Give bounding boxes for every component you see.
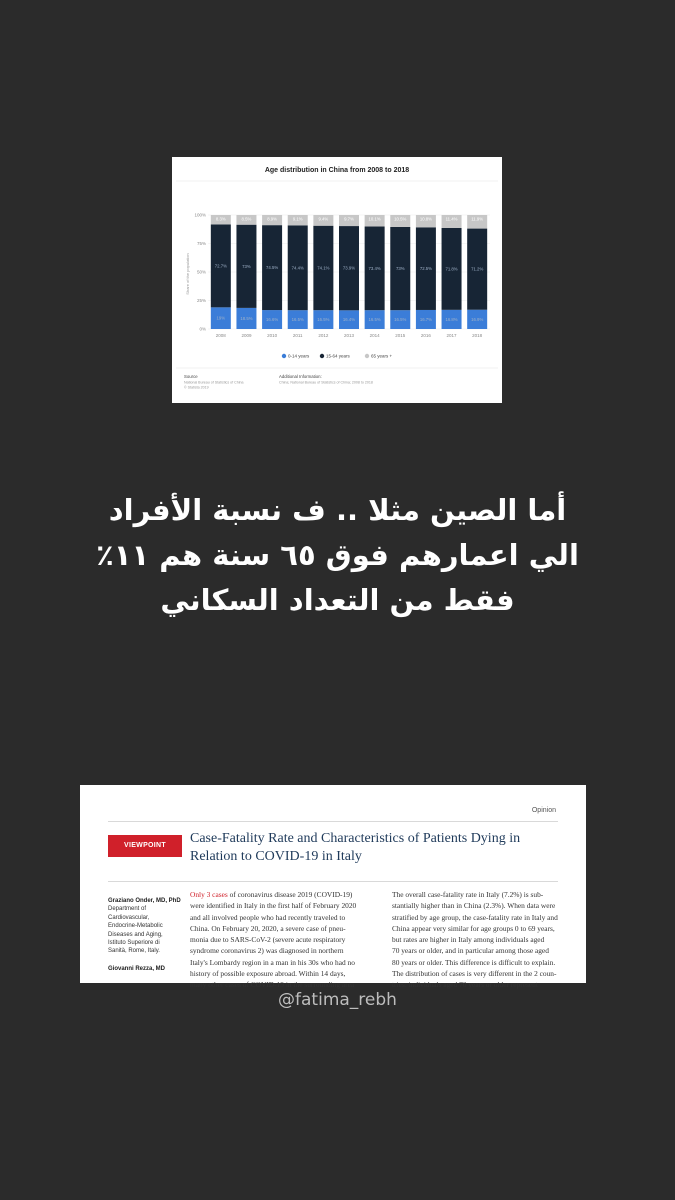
x-tick-label: 2009 (241, 333, 252, 338)
x-axis-ticks (216, 333, 483, 338)
bar-data-label: 16.7% (419, 316, 433, 322)
author-list (108, 897, 183, 973)
article-title (190, 830, 570, 866)
article-column-right (392, 889, 580, 991)
author-affiliation-line: Department of (108, 906, 147, 913)
column-line: The overall case-fatality rate in Italy (7.2%) is sub- (392, 890, 544, 899)
caption-line-3: فقط من التعداد السكاني (160, 583, 515, 617)
author-affiliation-line: Istituto Superiore di (108, 940, 160, 947)
bar-data-label: 74.4% (291, 265, 304, 271)
x-tick-label: 2013 (343, 333, 355, 338)
viewpoint-badge: VIEWPOINT (108, 835, 182, 857)
x-tick-label: 2011 (292, 333, 303, 338)
bar-data-label: 73.9% (342, 265, 356, 271)
bar-data-label: 16.5% (291, 317, 304, 323)
column-line: stantially higher than in China (2.3%). When data were (392, 901, 556, 911)
section-label: Opinion (531, 807, 556, 814)
bar-data-label: 8.5% (241, 216, 252, 222)
article-column-left (190, 889, 378, 991)
bar-data-label: 18.5% (240, 315, 253, 321)
legend-label-65: 65 years + (371, 353, 393, 359)
column-line: stratified by age group, the case-fatality rate in Italy and (392, 912, 558, 922)
chart-legend (282, 354, 393, 359)
column-line: Only 3 cases of coronavirus disease 2019 (COVID-19) (190, 890, 353, 899)
legend-swatch-15-64 (320, 354, 324, 358)
column-line: China. On February 20, 2020, a severe case of pneu- (190, 923, 346, 933)
y-tick-label: 25% (196, 298, 206, 303)
source-line-2: © Statista 2019 (184, 385, 209, 390)
top-divider (108, 821, 558, 822)
x-tick-label: 2010 (267, 333, 278, 338)
article-title-line-1: Case-Fatality Rate and Characteristics of Patients Dying in (190, 831, 521, 846)
bar-data-label: 19% (216, 315, 226, 321)
y-tick-label: 100% (194, 212, 206, 218)
column-line: 80 years or older. This difference is difficult to explain. (392, 957, 556, 967)
bar-data-label: 72.5% (419, 266, 433, 272)
bar-data-label: 10.5% (394, 216, 407, 222)
bar-data-label: 16.4% (342, 317, 356, 323)
additional-info-line: China; National Bureau of Statistics of China; 2008 to 2018 (279, 380, 373, 385)
legend-swatch-65 (365, 354, 369, 358)
bar-data-label: 73% (242, 263, 251, 269)
bar-data-label: 73% (395, 266, 405, 272)
bar-data-label: 72.7% (214, 263, 227, 269)
caption-line-2: الي اعمارهم فوق ٦٥ سنة هم ١١٪ (96, 538, 579, 572)
author-affiliation-line: Endocrine-Metabolic (108, 923, 163, 930)
column-line: history of possible exposure abroad. Within 14 days, (190, 969, 346, 979)
bar-data-label: 16.9% (471, 316, 484, 322)
column-line: but rates are higher in Italy among individuals aged (392, 935, 545, 945)
bar-data-label: 10.8% (419, 216, 433, 222)
additional-info-heading: Additional Information: (279, 374, 322, 379)
username-watermark: @fatima_rebh (278, 990, 397, 1010)
column-line: and all involved people who had recently traveled to (190, 912, 346, 922)
bar-data-label: 73.4% (368, 265, 381, 271)
bar-data-label: 71.2% (471, 266, 484, 272)
highlight-text: Only 3 cases (190, 890, 228, 899)
x-tick-label: 2016 (420, 333, 431, 338)
bar-data-label: 9.4% (318, 216, 329, 222)
bar-data-label: 16.5% (368, 317, 381, 323)
x-tick-label: 2008 (215, 333, 226, 338)
x-tick-label: 2012 (318, 333, 329, 338)
bar-data-label: 16.8% (445, 316, 458, 322)
x-tick-label: 2014 (369, 333, 380, 338)
bar-data-label: 8.9% (267, 216, 277, 222)
source-line-1: National Bureau of Statistics of China (184, 380, 244, 385)
column-line: many other cases of COVID-19 in the surrounding area (190, 980, 355, 990)
column-line: The distribution of cases is very different in the 2 coun- (392, 969, 557, 979)
column-line: 70 years or older, and in particular among those aged (392, 946, 549, 956)
title-divider (108, 881, 558, 882)
article-screenshot (80, 785, 586, 990)
author-name-1: Graziano Onder, MD, PhD (108, 898, 181, 904)
bar-data-label: 71.8% (445, 266, 458, 272)
arabic-caption (20, 488, 655, 623)
chart-bars (211, 215, 487, 329)
source-heading: Source (184, 374, 198, 379)
bar-data-label: 16.6% (265, 317, 279, 323)
column-line: Italy's Lombardy region in a man in his 30s who had no (190, 957, 355, 967)
y-tick-label: 50% (196, 269, 206, 275)
bar-data-label: 9.1% (292, 216, 303, 222)
author-affiliation-line: Diseases and Aging, (108, 931, 163, 938)
bar-data-label: 9.7% (344, 216, 354, 222)
chart-screenshot (172, 157, 502, 403)
bar-data-label: 11.9% (471, 216, 484, 222)
column-line: China appear very similar for age groups 0 to 69 years, (392, 923, 555, 933)
bar-data-label: 10.1% (368, 216, 381, 222)
x-tick-label: 2017 (446, 333, 457, 338)
legend-label-0-14: 0-14 years (288, 353, 310, 359)
caption-line-1: أما الصين مثلا .. ف نسبة الأفراد (108, 493, 567, 527)
legend-swatch-0-14 (282, 354, 286, 358)
bar-data-label: 16.5% (317, 317, 330, 323)
author-name-2: Giovanni Rezza, MD (108, 965, 166, 972)
y-tick-label: 75% (196, 241, 206, 246)
column-line: syndrome coronavirus 2) was diagnosed in northern (190, 946, 344, 956)
column-line: monia due to SARS-CoV-2 (severe acute respiratory (190, 935, 346, 945)
bar-data-label: 8.3% (215, 216, 226, 222)
x-tick-label: 2015 (395, 333, 406, 338)
bar-data-label: 74.5% (265, 265, 279, 271)
article-title-line-2: Relation to COVID-19 in Italy (190, 849, 362, 864)
y-axis-label: Share of the population (185, 253, 190, 295)
bar-data-label: 74.1% (317, 265, 330, 271)
author-affiliation-line: Cardiovascular, (108, 914, 150, 921)
bar-data-label: 16.5% (394, 317, 407, 323)
author-affiliation-line: Sanità, Rome, Italy. (108, 948, 160, 955)
y-tick-label: 0% (199, 326, 206, 332)
age-distribution-chart (172, 157, 502, 403)
column-line: were identified in Italy in the first half of February 2020 (190, 901, 357, 911)
legend-label-15-64: 15-64 years (326, 353, 350, 359)
column-line: tries: individuals aged 70 years or older represent (392, 980, 538, 990)
x-tick-label: 2018 (472, 333, 483, 338)
bar-data-label: 11.4% (445, 216, 458, 222)
chart-title: Age distribution in China from 2008 to 2018 (264, 167, 410, 174)
